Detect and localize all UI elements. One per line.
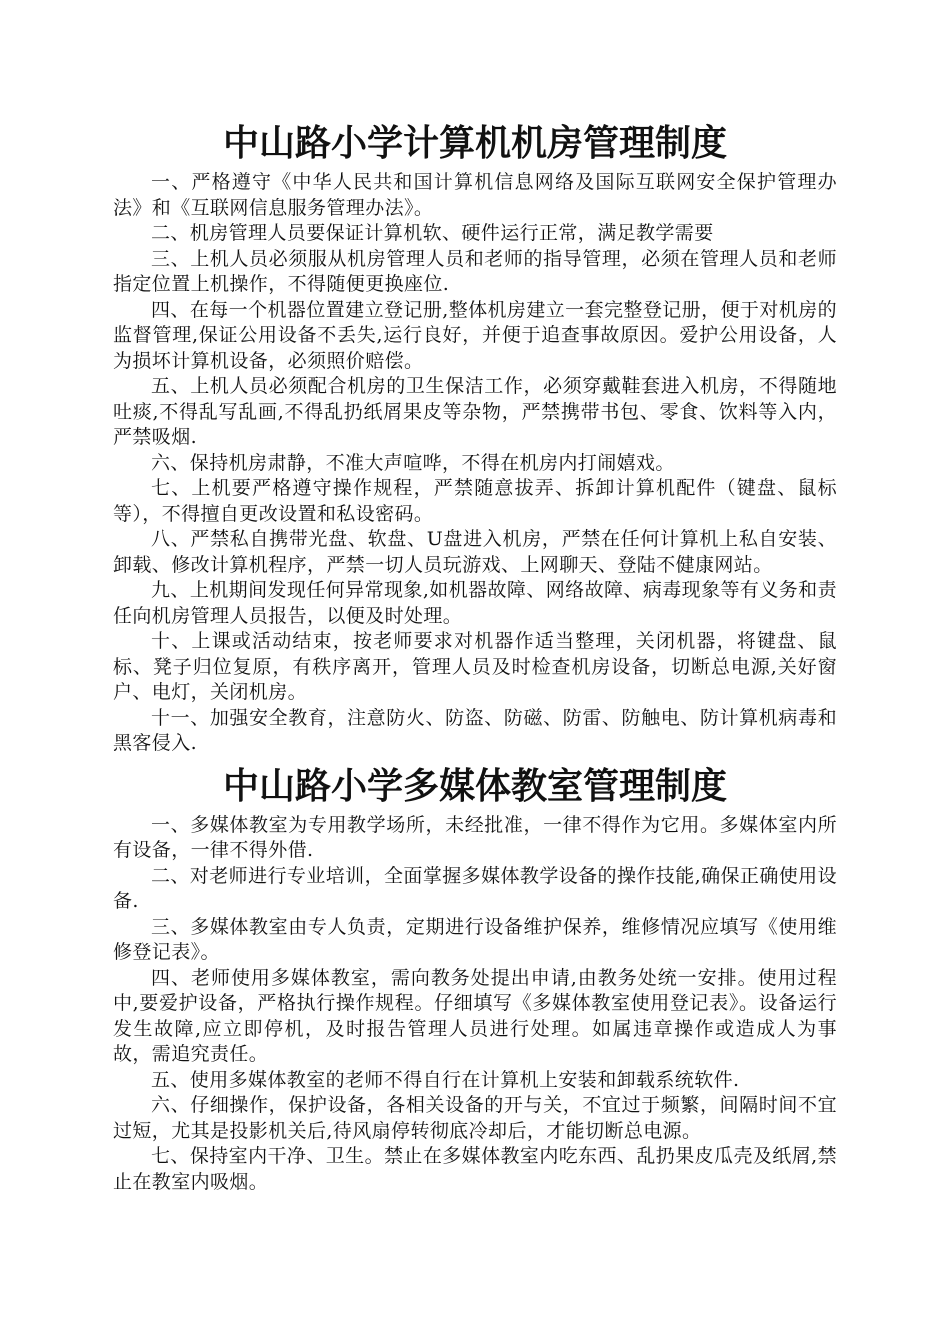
rule-paragraph: 六、保持机房肃静，不准大声喧哗，不得在机房内打闹嬉戏。 <box>151 451 675 474</box>
section-title: 中山路小学计算机机房管理制度 <box>222 123 727 164</box>
rule-paragraph: 二、对老师进行专业培训，全面掌握多媒体教学设备的操作技能,确保正确使用设备. <box>113 864 837 912</box>
rule-paragraph: 五、使用多媒体教室的老师不得自行在计算机上安装和卸载系统软件. <box>151 1068 740 1091</box>
section-multimedia-room <box>113 761 837 1196</box>
rule-paragraph: 八、严禁私自携带光盘、软盘、U盘进入机房，严禁在任何计算机上私自安装、卸载、修改计算机程序，严禁一切人员玩游戏、上网聊天、登陆不健康网站。 <box>113 528 837 576</box>
section-computer-room <box>113 118 837 757</box>
rule-paragraph: 九、上机期间发现任何异常现象,如机器故障、网络故障、病毒现象等有义务和责任向机房管理人员报告，以便及时处理。 <box>113 579 837 627</box>
rule-paragraph: 七、保持室内干净、卫生。禁止在多媒体教室内吃东西、乱扔果皮瓜壳及纸屑,禁止在教室内吸烟。 <box>113 1145 837 1193</box>
section-title: 中山路小学多媒体教室管理制度 <box>222 765 727 807</box>
rule-paragraph: 四、老师使用多媒体教室，需向教务处提出申请,由教务处统一安排。使用过程中,要爱护设备，严格执行操作规程。仔细填写《多媒体教室使用登记表》。设备运行发生故障,应立即停机，及时报告管理人员进行处理。如属违章操作或造成人为事故，需追究责任。 <box>113 966 837 1065</box>
rule-paragraph: 一、严格遵守《中华人民共和国计算机信息网络及国际互联网安全保护管理办法》和《互联网信息服务管理办法》。 <box>113 171 837 219</box>
rule-paragraph: 一、多媒体教室为专用教学场所，未经批准，一律不得作为它用。多媒体室内所有设备，一律不得外借. <box>113 813 837 861</box>
document-page <box>113 118 837 1195</box>
rule-paragraph: 三、上机人员必须服从机房管理人员和老师的指导管理，必须在管理人员和老师指定位置上机操作，不得随便更换座位. <box>113 247 837 295</box>
rule-paragraph: 二、机房管理人员要保证计算机软、硬件运行正常，满足教学需要 <box>151 222 714 244</box>
rule-paragraph: 三、多媒体教室由专人负责，定期进行设备维护保养，维修情况应填写《使用维修登记表》。 <box>113 915 837 963</box>
rule-paragraph: 十一、加强安全教育，注意防火、防盗、防磁、防雷、防触电、防计算机病毒和黑客侵入. <box>113 706 837 754</box>
rule-paragraph: 十、上课或活动结束，按老师要求对机器作适当整理，关闭机器，将键盘、鼠标、凳子归位复原，有秩序离开，管理人员及时检查机房设备，切断总电源,关好窗户、电灯，关闭机房。 <box>113 630 837 703</box>
rule-paragraph: 四、在每一个机器位置建立登记册,整体机房建立一套完整登记册，便于对机房的监督管理,保证公用设备不丢失,运行良好，并便于追查事故原因。爱护公用设备，人为损坏计算机设备，必须照价赔偿。 <box>113 298 837 372</box>
rule-paragraph: 六、仔细操作，保护设备，各相关设备的开与关，不宜过于频繁，间隔时间不宜过短，尤其是投影机关后,待风扇停转彻底冷却后，才能切断总电源。 <box>113 1094 837 1142</box>
rule-paragraph: 五、上机人员必须配合机房的卫生保洁工作，必须穿戴鞋套进入机房，不得随地吐痰,不得乱写乱画,不得乱扔纸屑果皮等杂物，严禁携带书包、零食、饮料等入内，严禁吸烟. <box>113 375 837 448</box>
rule-paragraph: 七、上机要严格遵守操作规程，严禁随意拔弄、拆卸计算机配件（键盘、鼠标等），不得擅自更改设置和私设密码。 <box>113 477 837 525</box>
